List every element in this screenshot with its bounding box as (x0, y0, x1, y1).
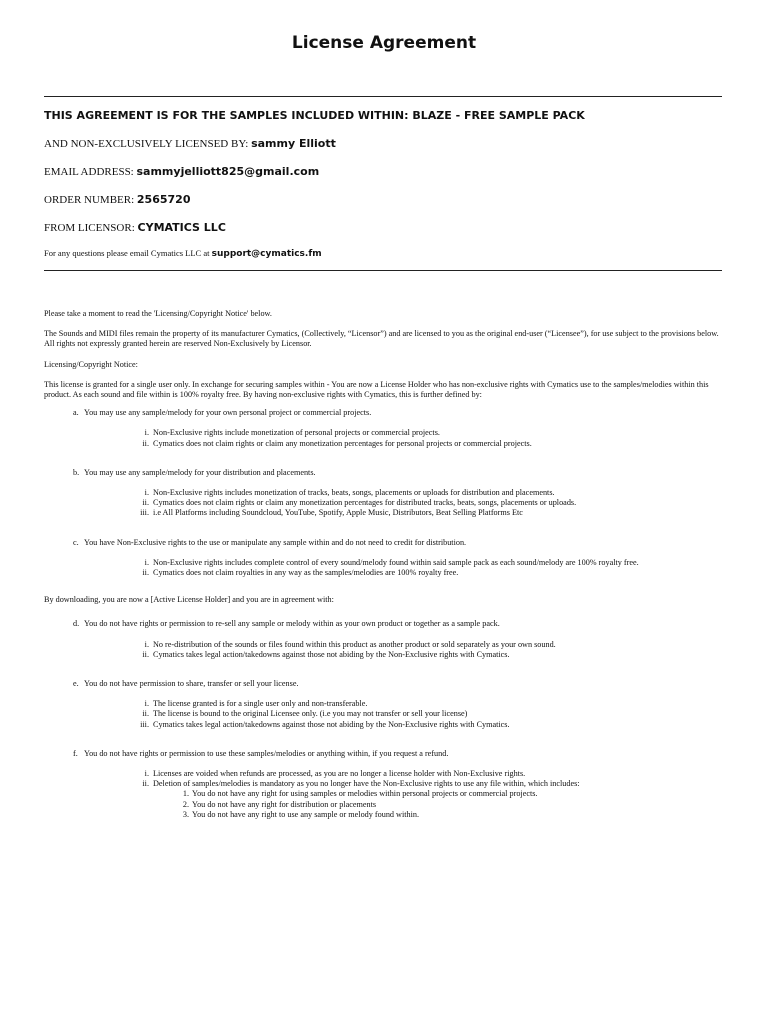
section-items (73, 769, 724, 820)
section-text: You may use any sample/melody for your own personal project or commercial projects. (84, 408, 372, 418)
list-item (73, 699, 724, 709)
item-number: ii. (142, 498, 149, 508)
section-text: You do not have rights or permission to use these samples/melodies or anything within, if you request a refund. (84, 748, 449, 758)
list-item (73, 650, 724, 660)
downloading-paragraph: By downloading, you are now a [Active License Holder] and you are in agreement with: (44, 595, 334, 605)
sub-list-item (73, 800, 724, 810)
sub-list-item (73, 810, 724, 820)
item-text: Cymatics does not claim rights or claim any monetization percentages for personal projects or commercial projects. (153, 438, 532, 448)
item-number: i. (144, 769, 149, 779)
license-body (44, 309, 724, 839)
item-text: i.e All Platforms including Soundcloud, YouTube, Spotify, Apple Music, Distributors, Beat Selling Platforms Etc (153, 508, 523, 518)
list-item (73, 488, 724, 498)
list-item (73, 428, 724, 438)
section-text: You do not have permission to share, transfer or sell your license. (84, 679, 299, 689)
item-number: i. (144, 699, 149, 709)
list-item (73, 769, 724, 779)
header-divider (44, 270, 722, 271)
list-item (73, 709, 724, 719)
section-c (73, 538, 724, 579)
list-item (73, 439, 724, 449)
list-item (73, 720, 724, 730)
agreement-line: THIS AGREEMENT IS FOR THE SAMPLES INCLUDED WITHIN: BLAZE - FREE SAMPLE PACK (44, 109, 585, 122)
section-d (73, 619, 724, 660)
sub-item-number: 2. (182, 799, 189, 809)
section-items (73, 428, 724, 448)
item-text: Non-Exclusive rights include monetization of personal projects or commercial projects. (153, 428, 440, 438)
item-number: ii. (142, 779, 149, 789)
section-letter: b. (73, 467, 80, 477)
licensor-field (44, 221, 226, 234)
support-email-link[interactable]: support@cymatics.fm (211, 249, 322, 259)
item-text: Licenses are voided when refunds are processed, as you are no longer a license holder with Non-Exclusive rights. (153, 769, 526, 779)
item-number: iii. (140, 719, 149, 729)
email-value: sammyjelliott825@gmail.com (136, 165, 320, 178)
licensed-by-label: AND NON-EXCLUSIVELY LICENSED BY: (44, 138, 249, 150)
item-text: Non-Exclusive rights includes complete control of every sound/melody found within said sample pack as each sound/melody are 100% royalty free. (153, 557, 639, 567)
section-letter: c. (73, 537, 79, 547)
sub-item-text: You do not have any right to use any sample or melody found within. (192, 809, 420, 819)
top-divider (44, 96, 722, 97)
item-text: Cymatics does not claim royalties in any way as the samples/melodies are 100% royalty free. (153, 568, 459, 578)
section-heading (73, 749, 724, 759)
item-number: i. (144, 639, 149, 649)
section-items (73, 488, 724, 519)
property-paragraph: The Sounds and MIDI files remain the property of its manufacturer Cymatics, (Collectively, “Licensor”) and are licensed to you as the original end-user (“Licensee”), for use subject to the provisions below. All rights not expressly granted herein are reserved Non-Exclusively by Licensor. (44, 329, 719, 349)
sub-list-item (73, 789, 724, 799)
sub-item-text: You do not have any right for using samples or melodies within personal projects or commercial projects. (192, 789, 538, 799)
list-item (73, 498, 724, 508)
rights-list (44, 408, 724, 578)
section-heading (73, 679, 724, 689)
item-text: Cymatics takes legal action/takedowns against those not abiding by the Non-Exclusive rights with Cymatics. (153, 649, 510, 659)
section-text: You have Non-Exclusive rights to the use or manipulate any sample within and do not need to credit for distribution. (84, 537, 467, 547)
section-heading (73, 619, 724, 629)
list-item (73, 779, 724, 789)
section-b (73, 468, 724, 519)
item-text: Cymatics does not claim rights or claim any monetization percentages for distributed tracks, beats, songs, placements or uploads. (153, 498, 577, 508)
item-number: ii. (142, 438, 149, 448)
section-items (73, 558, 724, 578)
item-number: ii. (142, 568, 149, 578)
email-label: EMAIL ADDRESS: (44, 166, 134, 178)
item-text: The license granted is for a single user only and non-transferable. (153, 699, 368, 709)
notice-paragraph: This license is granted for a single user only. In exchange for securing samples within - You are now a License Holder who has non-exclusive rights with Cymatics use to the samples/melodies within this product. As each sound and file within is 100% royalty free. By having non-exclusive rights with Cymatics, this is further defined by: (44, 379, 709, 400)
sub-item-number: 3. (182, 809, 189, 819)
notice-heading: Licensing/Copyright Notice: (44, 359, 138, 369)
email-field (44, 165, 319, 178)
section-e (73, 679, 724, 730)
sub-item-text: You do not have any right for distribution or placements (192, 799, 377, 809)
section-letter: f. (73, 748, 78, 758)
licensor-label: FROM LICENSOR: (44, 222, 135, 234)
section-f (73, 749, 724, 820)
item-text: No re-distribution of the sounds or files found within this product as another product or sold separately as your own sound. (153, 639, 556, 649)
item-number: i. (144, 557, 149, 567)
item-text: Cymatics takes legal action/takedowns against those not abiding by the Non-Exclusive rights with Cymatics. (153, 719, 510, 729)
order-number-field (44, 193, 190, 206)
item-number: ii. (142, 709, 149, 719)
section-text: You may use any sample/melody for your distribution and placements. (84, 467, 316, 477)
section-text: You do not have rights or permission to re-sell any sample or melody within as your own product or together as a sample pack. (84, 619, 500, 629)
item-number: i. (144, 428, 149, 438)
item-number: iii. (140, 508, 149, 518)
licensed-by-field (44, 137, 336, 150)
item-number: i. (144, 488, 149, 498)
section-items (73, 699, 724, 730)
licensed-by-value: sammy Elliott (251, 137, 336, 150)
order-label: ORDER NUMBER: (44, 194, 135, 206)
section-letter: d. (73, 619, 80, 629)
list-item (73, 508, 724, 518)
item-text: Non-Exclusive rights includes monetization of tracks, beats, songs, placements or uploads for distribution and placements. (153, 488, 555, 498)
licensor-value: CYMATICS LLC (137, 221, 226, 234)
section-items (73, 640, 724, 660)
item-number: ii. (142, 649, 149, 659)
intro-paragraph: Please take a moment to read the 'Licensing/Copyright Notice' below. (44, 309, 272, 318)
section-heading (73, 468, 724, 478)
list-item (73, 568, 724, 578)
section-a (73, 408, 724, 449)
sub-item-number: 1. (182, 789, 189, 799)
questions-field (44, 248, 322, 259)
restrictions-list (44, 619, 724, 820)
item-text: Deletion of samples/melodies is mandatory as you no longer have the Non-Exclusive rights to use any file within, which includes: (153, 779, 580, 789)
section-heading (73, 408, 724, 418)
section-letter: a. (73, 408, 79, 418)
item-text: The license is bound to the original Licensee only. (i.e you may not transfer or sell your license) (153, 709, 468, 719)
questions-label: For any questions please email Cymatics LLC at (44, 248, 210, 258)
document-title: License Agreement (291, 33, 477, 53)
list-item (73, 640, 724, 650)
order-value: 2565720 (136, 193, 191, 206)
list-item (73, 558, 724, 568)
section-heading (73, 538, 724, 548)
section-letter: e. (73, 679, 79, 689)
